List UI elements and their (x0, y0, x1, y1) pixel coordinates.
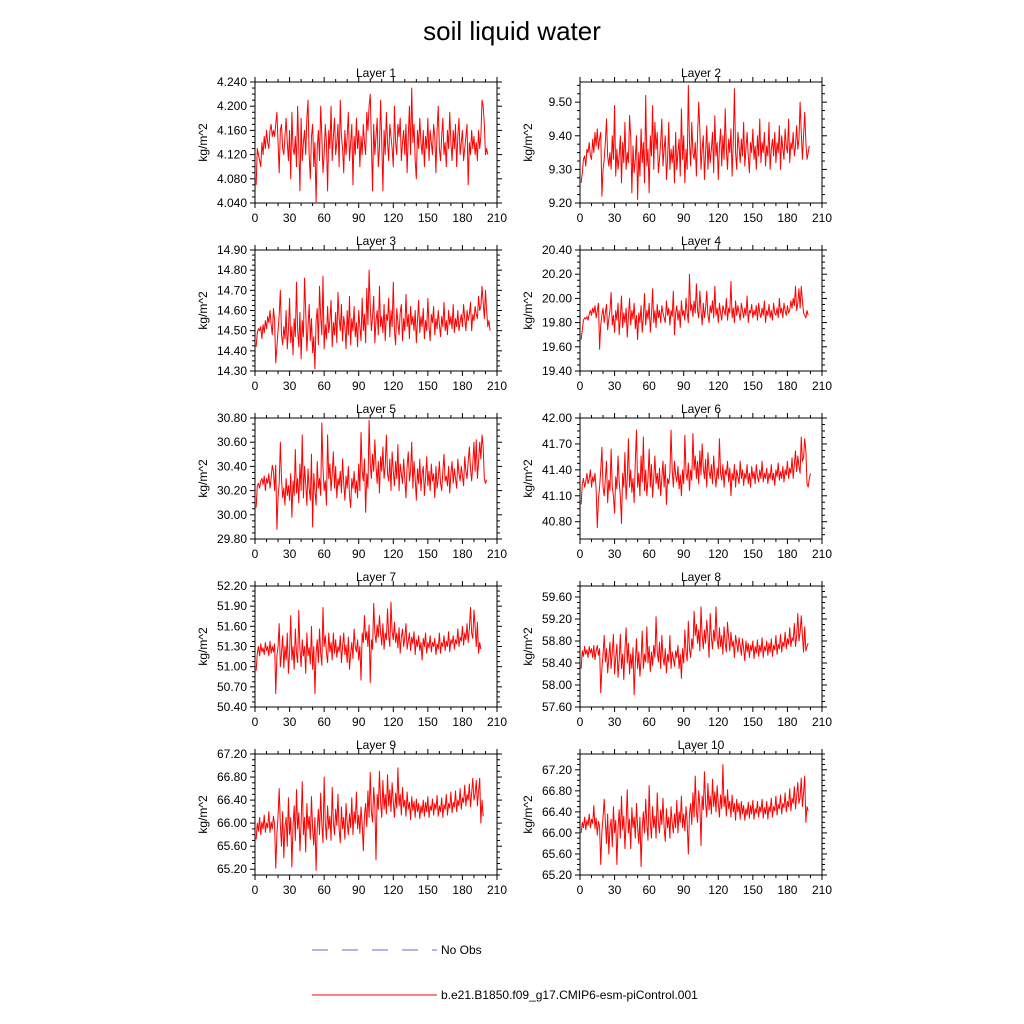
x-tick-label: 0 (251, 211, 259, 225)
panel-3 (196, 234, 507, 393)
panel-title: Layer 3 (355, 234, 397, 248)
x-tick-label: 90 (677, 379, 691, 393)
y-tick-label: 20.20 (541, 267, 572, 282)
x-tick-label: 90 (352, 547, 366, 561)
y-tick-label: 4.040 (216, 196, 247, 210)
panel-title: Layer 5 (355, 402, 397, 416)
y-tick-label: 4.080 (216, 171, 247, 186)
x-tick-label: 30 (282, 379, 297, 393)
x-tick-label: 30 (282, 211, 297, 225)
x-tick-label: 120 (383, 211, 404, 225)
x-tick-label: 120 (383, 379, 404, 393)
x-tick-label: 90 (677, 883, 691, 897)
y-tick-label: 42.00 (541, 411, 572, 425)
x-tick-label: 0 (576, 379, 584, 393)
x-tick-label: 0 (576, 715, 584, 729)
panel-title: Layer 10 (677, 738, 725, 752)
x-tick-label: 90 (677, 715, 691, 729)
x-tick-label: 150 (417, 883, 438, 897)
y-tick-label: 52.20 (216, 579, 247, 593)
y-tick-label: 66.80 (216, 770, 247, 785)
x-tick-label: 30 (607, 379, 622, 393)
y-tick-label: 50.70 (216, 679, 247, 694)
x-tick-label: 0 (576, 883, 584, 897)
series-line (256, 602, 481, 693)
y-tick-label: 30.40 (216, 459, 247, 474)
panel-title: Layer 9 (355, 738, 397, 752)
x-tick-label: 90 (677, 547, 691, 561)
x-tick-label: 210 (811, 379, 833, 393)
y-tick-label: 30.60 (216, 435, 247, 450)
x-tick-label: 180 (777, 883, 798, 897)
x-tick-label: 30 (607, 211, 622, 225)
x-tick-label: 150 (417, 547, 438, 561)
x-tick-label: 60 (642, 379, 656, 393)
y-tick-label: 66.00 (216, 816, 247, 831)
x-tick-label: 210 (486, 715, 508, 729)
y-tick-label: 9.20 (548, 196, 572, 210)
y-tick-label: 59.60 (541, 590, 572, 604)
y-tick-label: 30.20 (216, 483, 247, 498)
x-tick-label: 120 (383, 547, 404, 561)
y-axis-label: kg/m^2 (521, 459, 535, 498)
y-tick-label: 65.20 (216, 862, 247, 877)
x-tick-label: 120 (708, 715, 729, 729)
y-tick-label: 41.40 (541, 462, 572, 477)
x-tick-label: 120 (383, 715, 404, 729)
y-tick-label: 14.70 (216, 283, 247, 298)
series-line (256, 768, 483, 871)
x-tick-label: 150 (742, 379, 763, 393)
x-tick-label: 30 (282, 883, 297, 897)
x-tick-label: 180 (452, 547, 473, 561)
x-tick-label: 180 (777, 379, 798, 393)
x-tick-label: 90 (352, 379, 366, 393)
y-tick-label: 9.50 (548, 95, 572, 110)
x-tick-label: 210 (811, 211, 833, 225)
y-tick-label: 59.20 (541, 612, 572, 626)
x-tick-label: 180 (777, 715, 798, 729)
x-tick-label: 0 (576, 547, 584, 561)
y-tick-label: 4.240 (216, 75, 247, 89)
y-tick-label: 58.80 (541, 634, 572, 648)
x-tick-label: 90 (677, 211, 691, 225)
y-tick-label: 14.50 (216, 323, 247, 338)
x-tick-label: 150 (742, 883, 763, 897)
y-tick-label: 51.60 (216, 619, 247, 634)
y-axis-label: kg/m^2 (196, 795, 210, 834)
x-tick-label: 60 (317, 715, 331, 729)
x-tick-label: 60 (317, 547, 331, 561)
y-axis-label: kg/m^2 (196, 123, 210, 162)
x-tick-label: 120 (708, 379, 729, 393)
y-axis-label: kg/m^2 (521, 627, 535, 666)
x-tick-label: 0 (251, 547, 259, 561)
x-tick-label: 210 (811, 715, 833, 729)
panel-title: Layer 6 (680, 402, 722, 416)
plot-frame (255, 250, 497, 371)
y-tick-label: 50.40 (216, 700, 247, 714)
x-tick-label: 0 (576, 211, 584, 225)
x-tick-label: 60 (317, 883, 331, 897)
panel-title: Layer 4 (680, 234, 722, 248)
x-tick-label: 120 (708, 211, 729, 225)
y-tick-label: 19.40 (541, 364, 572, 378)
x-tick-label: 90 (352, 211, 366, 225)
y-tick-label: 14.30 (216, 364, 247, 378)
figure-title: soil liquid water (423, 16, 601, 46)
y-tick-label: 19.80 (541, 315, 572, 330)
series-line (256, 270, 490, 369)
panel-8 (521, 570, 832, 729)
y-tick-label: 41.10 (541, 488, 572, 503)
panel-2 (521, 66, 832, 225)
x-tick-label: 180 (777, 211, 798, 225)
x-tick-label: 60 (642, 883, 656, 897)
series-line (256, 420, 486, 529)
x-tick-label: 120 (383, 883, 404, 897)
y-tick-label: 41.70 (541, 436, 572, 451)
panel-title: Layer 2 (680, 66, 722, 80)
y-tick-label: 58.40 (541, 656, 572, 670)
y-tick-label: 51.90 (216, 599, 247, 614)
y-tick-label: 66.80 (541, 783, 572, 798)
y-tick-label: 4.160 (216, 123, 247, 138)
legend (312, 943, 698, 1002)
y-tick-label: 14.90 (216, 243, 247, 257)
panel-title: Layer 7 (355, 570, 397, 584)
x-tick-label: 120 (708, 883, 729, 897)
y-axis-label: kg/m^2 (521, 795, 535, 834)
x-tick-label: 180 (452, 211, 473, 225)
x-tick-label: 60 (642, 715, 656, 729)
x-tick-label: 60 (642, 547, 656, 561)
y-tick-label: 66.40 (216, 793, 247, 808)
y-axis-label: kg/m^2 (521, 123, 535, 162)
x-tick-label: 210 (811, 547, 833, 561)
y-tick-label: 67.20 (541, 762, 572, 777)
y-tick-label: 20.00 (541, 291, 572, 306)
y-tick-label: 65.60 (216, 839, 247, 854)
y-tick-label: 14.40 (216, 343, 247, 358)
x-tick-label: 150 (417, 379, 438, 393)
panel-7 (196, 570, 507, 729)
panel-6 (521, 402, 832, 561)
panel-title: Layer 1 (355, 66, 397, 80)
y-tick-label: 51.30 (216, 639, 247, 654)
y-tick-label: 30.80 (216, 411, 247, 425)
x-tick-label: 0 (251, 715, 259, 729)
y-tick-label: 65.20 (541, 868, 572, 882)
x-tick-label: 30 (282, 547, 297, 561)
x-tick-label: 180 (777, 547, 798, 561)
x-tick-label: 90 (352, 715, 366, 729)
y-tick-label: 65.60 (541, 846, 572, 861)
series-line (581, 274, 808, 349)
x-tick-label: 60 (642, 211, 656, 225)
panels (196, 66, 832, 897)
y-tick-label: 57.60 (541, 700, 572, 714)
y-tick-label: 66.40 (541, 804, 572, 819)
x-tick-label: 30 (607, 883, 622, 897)
y-tick-label: 4.200 (216, 99, 247, 114)
y-tick-label: 20.40 (541, 243, 572, 257)
y-tick-label: 9.40 (548, 128, 572, 143)
panel-1 (196, 66, 507, 225)
x-tick-label: 90 (352, 883, 366, 897)
x-tick-label: 30 (607, 547, 622, 561)
y-axis-label: kg/m^2 (196, 291, 210, 330)
panel-5 (196, 402, 507, 561)
y-tick-label: 30.00 (216, 507, 247, 522)
x-tick-label: 60 (317, 379, 331, 393)
y-axis-label: kg/m^2 (196, 627, 210, 666)
x-tick-label: 0 (251, 883, 259, 897)
series-line (581, 765, 808, 867)
legend-obs-label: No Obs (441, 943, 482, 957)
y-tick-label: 29.80 (216, 532, 247, 546)
x-tick-label: 30 (282, 715, 297, 729)
x-tick-label: 150 (742, 715, 763, 729)
panel-4 (521, 234, 832, 393)
y-tick-label: 51.00 (216, 659, 247, 674)
x-tick-label: 150 (742, 211, 763, 225)
y-tick-label: 66.00 (541, 825, 572, 840)
y-axis-label: kg/m^2 (196, 459, 210, 498)
x-tick-label: 120 (708, 547, 729, 561)
y-tick-label: 58.00 (541, 678, 572, 692)
x-tick-label: 210 (486, 547, 508, 561)
panel-9 (196, 738, 507, 897)
legend-model-label: b.e21.B1850.f09_g17.CMIP6-esm-piControl.001 (441, 988, 698, 1002)
series-line (581, 430, 810, 528)
x-tick-label: 60 (317, 211, 331, 225)
y-tick-label: 9.30 (548, 162, 572, 177)
series-line (581, 607, 808, 695)
x-tick-label: 210 (486, 883, 508, 897)
x-tick-label: 30 (607, 715, 622, 729)
x-tick-label: 180 (452, 715, 473, 729)
x-tick-label: 180 (452, 379, 473, 393)
x-tick-label: 210 (486, 379, 508, 393)
y-tick-label: 40.80 (541, 514, 572, 529)
x-tick-label: 150 (417, 715, 438, 729)
series-line (256, 88, 488, 203)
panel-title: Layer 8 (680, 570, 722, 584)
y-tick-label: 4.120 (216, 147, 247, 162)
panel-10 (521, 738, 832, 897)
x-tick-label: 150 (742, 547, 763, 561)
x-tick-label: 0 (251, 379, 259, 393)
y-tick-label: 14.60 (216, 303, 247, 318)
x-tick-label: 210 (811, 883, 833, 897)
y-axis-label: kg/m^2 (521, 291, 535, 330)
y-tick-label: 14.80 (216, 263, 247, 278)
series-line (581, 85, 809, 199)
x-tick-label: 210 (486, 211, 508, 225)
y-tick-label: 19.60 (541, 339, 572, 354)
x-tick-label: 150 (417, 211, 438, 225)
x-tick-label: 180 (452, 883, 473, 897)
y-tick-label: 67.20 (216, 747, 247, 761)
